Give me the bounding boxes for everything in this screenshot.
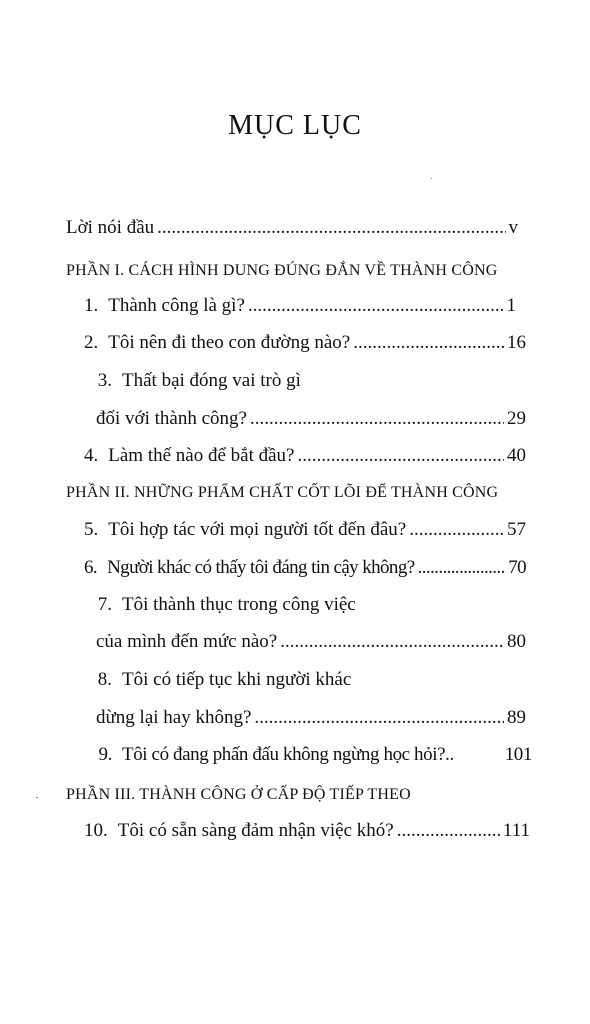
dot-leader: [250, 404, 504, 434]
toc-entry: [84, 816, 530, 846]
dot-leader: [409, 515, 504, 545]
toc-page-number: 111: [502, 820, 530, 841]
toc-entry-text: Lời nói đầu: [66, 217, 155, 238]
toc-entry: [84, 665, 526, 695]
toc-entry: [84, 441, 526, 471]
toc-entry-number: 4.: [84, 445, 99, 466]
dot-leader: [254, 703, 504, 733]
toc-entry-number: 2.: [84, 332, 99, 353]
toc-page-number: 57: [507, 519, 526, 540]
toc-page-number: 70: [508, 557, 526, 578]
toc-entry-number: 7.: [97, 594, 112, 615]
toc-entry-continuation: [96, 627, 526, 657]
toc-page-number: 1: [506, 295, 516, 316]
toc-entry-text: dừng lại hay không?: [96, 707, 252, 728]
toc-page-number: 80: [507, 631, 526, 652]
toc-entry-text: Thành công là gì?: [108, 295, 245, 316]
toc-entry: [84, 366, 526, 396]
toc-entry-text: Thất bại đóng vai trò gì: [122, 370, 301, 391]
toc-entry: [84, 515, 526, 545]
toc-page-number: 40: [507, 445, 526, 466]
toc-entry-text: của mình đến mức nào?: [96, 631, 278, 652]
toc-entry-continuation: [96, 703, 526, 733]
toc-entry-number: 10.: [84, 820, 108, 841]
toc-page-number: 101: [504, 744, 532, 765]
toc-entry-text: Tôi có đang phấn đấu không ngừng học hỏi?..: [122, 744, 454, 765]
toc-entry-number: 5.: [84, 519, 99, 540]
toc-entry-number: 1.: [84, 295, 99, 316]
toc-entry-text: Tôi có tiếp tục khi người khác: [122, 669, 352, 690]
toc-entry: [84, 553, 526, 583]
section-heading-part3: PHẦN III. THÀNH CÔNG Ở CẤP ĐỘ TIẾP THEO: [66, 786, 411, 803]
toc-entry-text: Tôi hợp tác với mọi người tốt đến đâu?: [108, 519, 407, 540]
dot-leader: [353, 328, 504, 358]
dot-leader: [248, 291, 504, 321]
toc-entry-number: 3.: [97, 370, 112, 391]
scan-speck: [431, 178, 432, 179]
dot-leader: [397, 816, 500, 846]
dot-leader: [157, 213, 505, 243]
scan-speck: [36, 797, 38, 798]
toc-entry-text: Người khác có thấy tôi đáng tin cậy không?: [107, 557, 415, 578]
toc-page-number: v: [508, 217, 518, 238]
toc-entry: [84, 291, 516, 321]
toc-entry-number: 8.: [97, 669, 112, 690]
dot-leader: [418, 553, 506, 583]
toc-entry-text: đối với thành công?: [96, 408, 247, 429]
toc-entry-text: Làm thế nào để bắt đầu?: [108, 445, 295, 466]
toc-page-number: 16: [507, 332, 526, 353]
section-heading-part2: PHẦN II. NHỮNG PHẨM CHẤT CỐT LÕI ĐỂ THÀNH CÔNG: [66, 484, 499, 501]
toc-entry-text: Tôi nên đi theo con đường nào?: [108, 332, 351, 353]
dot-leader: [297, 441, 504, 471]
dot-leader: [280, 627, 504, 657]
toc-page-number: 29: [507, 408, 526, 429]
toc-entry-text: Tôi có sẵn sàng đảm nhận việc khó?: [117, 820, 394, 841]
toc-page-number: 89: [507, 707, 526, 728]
toc-entry: [84, 328, 526, 358]
toc-entry-preface: [66, 213, 518, 243]
section-heading-part1: PHẦN I. CÁCH HÌNH DUNG ĐÚNG ĐẮN VỀ THÀNH CÔNG: [66, 262, 498, 279]
toc-entry-continuation: [96, 404, 526, 434]
toc-entry-text: Tôi thành thục trong công việc: [122, 594, 356, 615]
page-title: MỤC LỤC: [228, 110, 362, 141]
toc-entry-number: 9.: [98, 744, 112, 765]
toc-entry: [84, 590, 526, 620]
toc-entry-number: 6.: [84, 557, 98, 578]
toc-entry: [84, 740, 532, 770]
